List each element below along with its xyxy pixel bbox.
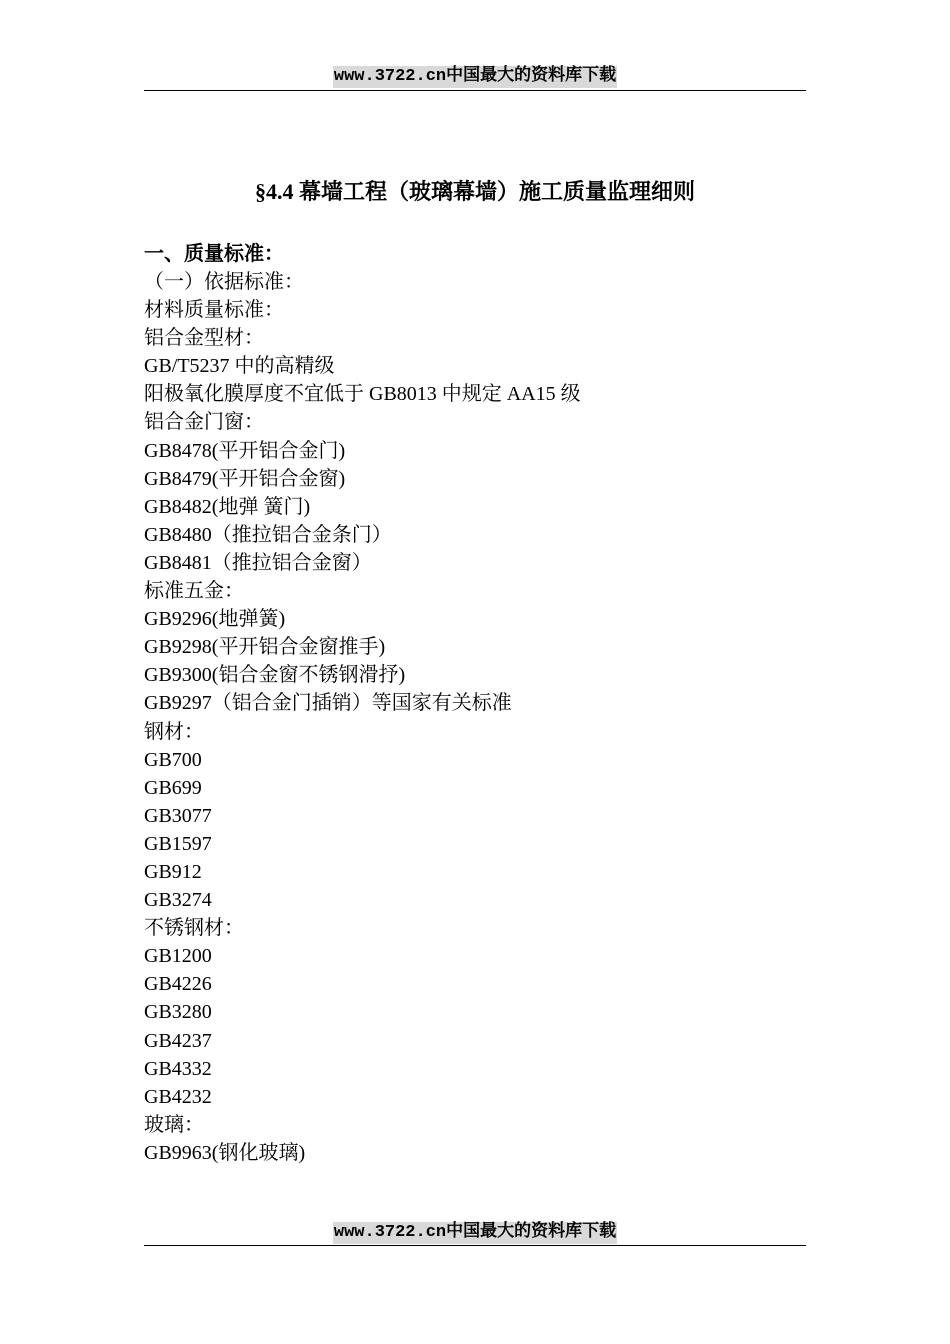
text-line: GB/T5237 中的高精级: [144, 355, 335, 378]
text-line: GB699: [144, 776, 202, 799]
text-line: GB9298(平开铝合金窗推手): [144, 636, 386, 659]
text-line: 标准五金：: [144, 580, 244, 603]
document-body: [144, 240, 806, 1167]
text-line: GB9297（铝合金门插销）等国家有关标准: [144, 692, 512, 715]
text-line: GB9963(钢化玻璃): [144, 1141, 306, 1164]
text-line: 阳极氧化膜厚度不宜低于 GB8013 中规定 AA15 级: [144, 383, 581, 406]
document-title: §4.4 幕墙工程（玻璃幕墙）施工质量监理细则: [254, 179, 695, 204]
text-line: 不锈钢材：: [144, 917, 244, 940]
text-line: GB4332: [144, 1057, 212, 1080]
text-line: GB9296(地弹簧): [144, 608, 286, 631]
text-line: GB8482(地弹 簧门): [144, 495, 311, 518]
text-line: 材料质量标准：: [144, 299, 284, 322]
text-line: GB9300(铝合金窗不锈钢滑抒): [144, 664, 406, 687]
text-line: GB4237: [144, 1029, 212, 1052]
section-heading: 一、质量标准：: [144, 243, 284, 265]
text-line: GB8480（推拉铝合金条门）: [144, 523, 392, 546]
standards-list: [144, 268, 806, 1167]
text-line: GB4232: [144, 1085, 212, 1108]
text-line: GB3280: [144, 1001, 212, 1024]
text-line: GB1597: [144, 832, 212, 855]
text-line: GB8479(平开铝合金窗): [144, 467, 346, 490]
text-line: GB700: [144, 748, 202, 771]
text-line: GB4226: [144, 973, 212, 996]
text-line: GB8478(平开铝合金门): [144, 439, 346, 462]
text-line: GB1200: [144, 945, 212, 968]
text-line: 铝合金型材：: [144, 327, 264, 350]
text-line: （一）依据标准：: [144, 271, 304, 293]
text-line: GB3077: [144, 804, 212, 827]
text-line: GB8481（推拉铝合金窗）: [144, 551, 372, 574]
text-line: 铝合金门窗：: [144, 411, 264, 434]
text-line: GB912: [144, 860, 202, 883]
page-footer: [144, 1222, 806, 1246]
header-text: www.3722.cn中国最大的资料库下载: [333, 67, 617, 86]
text-line: 钢材：: [144, 720, 204, 743]
page-header: [144, 66, 806, 91]
text-line: 玻璃：: [144, 1113, 204, 1136]
footer-text: www.3722.cn中国最大的资料库下载: [333, 1223, 617, 1242]
text-line: GB3274: [144, 889, 212, 912]
